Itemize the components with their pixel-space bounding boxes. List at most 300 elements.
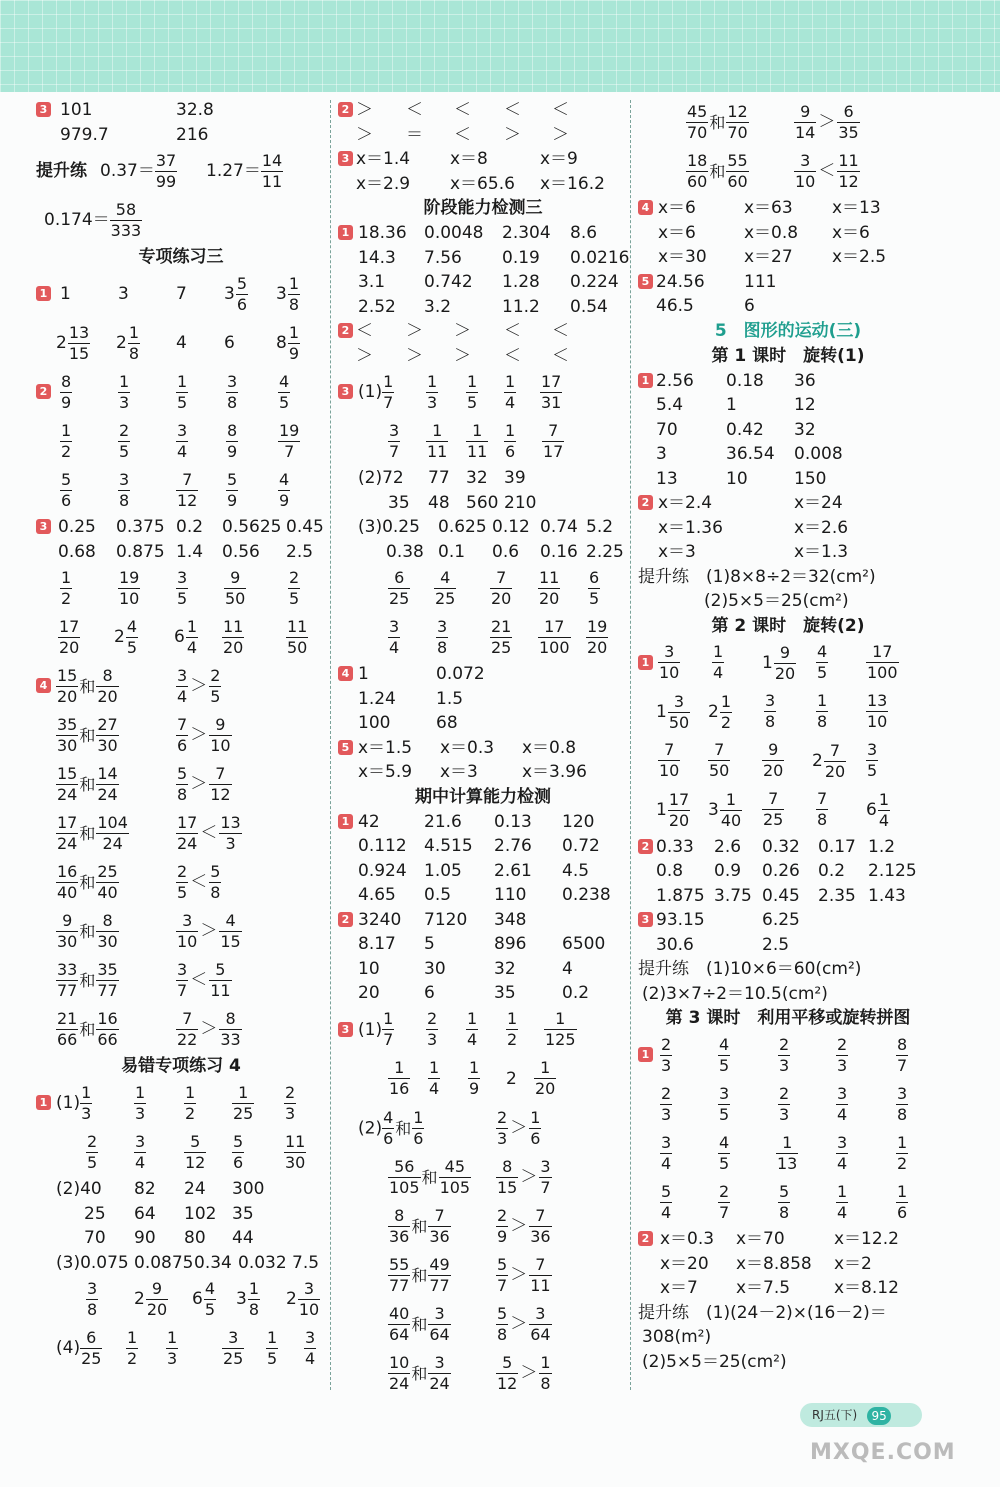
comparison: $\frac{17}{24}$ ＜ $\frac{13}{3}$	[177, 813, 241, 853]
item-badge: 2	[338, 102, 353, 117]
section-title: 专项练习三	[138, 247, 224, 267]
answer: 0.9	[714, 861, 742, 881]
answer: 13	[656, 468, 678, 489]
fraction: $\frac{1}{5}$	[467, 371, 478, 412]
lesson-title: 第 3 课时 利用平移或旋转拼图	[665, 1008, 911, 1028]
answer: 2.6	[714, 836, 742, 857]
answer: 6	[224, 333, 235, 353]
answer: 7.56	[424, 247, 462, 268]
answer-row	[338, 883, 628, 908]
answer: 5	[424, 934, 435, 954]
answer: 35	[388, 492, 410, 513]
answer: 0.68	[58, 541, 96, 562]
answer: 3	[118, 284, 129, 304]
mixed-number: 6 $\frac{4}{5}$	[192, 1279, 216, 1319]
comparison: $\frac{5}{7}$ ＞ $\frac{7}{11}$	[497, 1254, 551, 1295]
item-badge: 1	[338, 814, 353, 829]
fraction: $\frac{1}{20}$	[535, 1058, 556, 1098]
answer: 7	[176, 284, 187, 304]
fraction: $\frac{1}{3}$	[135, 1082, 146, 1123]
repeating-decimal: 1.27＝ $\frac{14}{11}$	[206, 150, 283, 191]
fraction: $\frac{17}{100}$	[867, 642, 898, 682]
item-badge: 1	[36, 1095, 51, 1110]
column-2	[338, 98, 628, 1398]
comparison: $\frac{5}{12}$ ＞ $\frac{1}{8}$	[497, 1352, 551, 1393]
answer-row	[36, 1177, 326, 1202]
comparison: $\frac{5}{8}$ ＞ $\frac{7}{12}$	[177, 764, 231, 804]
fraction: $\frac{4}{5}$	[279, 371, 290, 412]
answer: 0.2	[562, 983, 590, 1003]
fraction: $\frac{3}{10}$	[659, 642, 680, 682]
answer: 5.2	[586, 517, 614, 537]
answer-row	[638, 884, 938, 909]
fraction-pair: (2) $\frac{4}{6}$ 和 $\frac{1}{6}$	[358, 1107, 424, 1148]
item-badge: 5	[338, 740, 353, 755]
fraction: $\frac{2}{5}$	[87, 1131, 98, 1172]
answer: ＞	[406, 321, 423, 341]
answer: (2)72	[358, 468, 404, 488]
answer: 0.924	[358, 860, 407, 881]
answer: 100	[358, 713, 391, 733]
item-badge: 3	[36, 519, 51, 534]
answer-row	[638, 442, 938, 467]
answer: 0.25	[58, 517, 96, 537]
fraction: $\frac{1}{4}$	[505, 371, 516, 412]
fraction: $\frac{1}{5}$	[267, 1327, 278, 1368]
answer: x＝12.2	[834, 1229, 899, 1249]
answer: 8.17	[358, 934, 396, 954]
answer: 42	[358, 811, 380, 832]
fraction: $\frac{17}{31}$	[541, 371, 562, 412]
answer: 0.45	[762, 885, 800, 906]
answer-row	[338, 687, 628, 712]
answer: ＜	[454, 100, 471, 120]
answer: 2	[506, 1068, 517, 1089]
fraction-pair: $\frac{15}{20}$ 和 $\frac{8}{20}$	[57, 666, 118, 706]
fraction: $\frac{2}{5}$	[119, 420, 130, 461]
fraction: $\frac{1}{4}$	[429, 1058, 440, 1098]
mixed-number: 3 $\frac{1}{8}$	[236, 1279, 260, 1319]
answer-row	[338, 147, 628, 172]
answer: 25	[84, 1203, 106, 1224]
answer: 6	[744, 296, 755, 316]
answer: x＝16.2	[540, 173, 605, 194]
fraction: $\frac{11}{20}$	[223, 616, 244, 657]
answer-row	[338, 540, 628, 565]
fraction: $\frac{13}{10}$	[867, 691, 888, 731]
answer-row	[338, 319, 628, 344]
answer: (3)0.25	[358, 517, 420, 537]
answer: 1.43	[868, 885, 906, 906]
comparison: $\frac{3}{4}$ ＞ $\frac{2}{5}$	[177, 666, 221, 706]
answer: x＝63	[744, 198, 793, 218]
answer-row	[338, 1202, 628, 1251]
answer: 0.26	[762, 861, 800, 881]
answer-row	[638, 639, 938, 688]
answer-row	[638, 147, 938, 196]
answer-row	[338, 1153, 628, 1202]
lesson-title: 第 1 课时 旋转(1)	[711, 345, 865, 366]
answer: 36.54	[726, 444, 775, 464]
answer: x＝0.3	[660, 1229, 715, 1249]
item-badge: 2	[338, 912, 353, 927]
answer: x＝0.8	[744, 222, 799, 243]
answer-row	[638, 294, 938, 319]
answer-row	[338, 1300, 628, 1349]
fraction-pair: $\frac{40}{64}$ 和 $\frac{3}{64}$	[389, 1303, 450, 1344]
answer: 0.13	[494, 811, 532, 832]
answer-row	[338, 760, 628, 785]
watermark: MXQE.COM	[810, 1440, 956, 1465]
answer: 1.28	[502, 272, 540, 292]
fraction: $\frac{5}{4}$	[661, 1181, 672, 1222]
answer: (3)0.075	[56, 1252, 129, 1273]
fraction: $\frac{1}{2}$	[61, 420, 72, 461]
answer: 560	[466, 492, 499, 513]
answer: 0.16	[540, 541, 578, 562]
answer: 64	[134, 1203, 156, 1224]
section-title: 期中计算能力检测	[415, 786, 551, 807]
fraction: $\frac{17}{100}$	[539, 616, 570, 657]
answer: 308(m²)	[642, 1327, 712, 1347]
fraction-pair: $\frac{10}{24}$ 和 $\frac{3}{24}$	[389, 1352, 450, 1393]
unit-title: 5 图形的运动(三)	[714, 320, 862, 341]
answer-row	[36, 1324, 326, 1373]
answer-row	[338, 246, 628, 271]
answer-row	[36, 564, 326, 613]
answer: 210	[504, 492, 537, 513]
answer: 44	[232, 1228, 254, 1248]
answer: x＝3	[440, 762, 478, 782]
answer: x＝1.36	[658, 517, 723, 538]
fraction: $\frac{7}{25}$	[763, 789, 784, 829]
answer: 4.515	[424, 836, 473, 856]
item-badge: 2	[638, 839, 653, 854]
comparison: $\frac{7}{6}$ ＞ $\frac{9}{10}$	[177, 715, 231, 755]
fraction: $\frac{1}{3}$	[119, 371, 130, 412]
answer-row	[638, 418, 938, 443]
lesson-title: 第 2 课时 旋转(2)	[711, 615, 865, 636]
fraction: (1) $\frac{1}{7}$	[358, 371, 394, 412]
answer-row	[36, 515, 326, 540]
answer-row	[36, 1005, 326, 1054]
fraction: $\frac{7}{17}$	[543, 420, 564, 461]
answer: (2)5×5＝25(cm²)	[704, 591, 849, 611]
answer: ＜	[504, 345, 521, 366]
item-badge: 2	[338, 323, 353, 338]
answer-row	[36, 858, 326, 907]
fraction: $\frac{1}{6}$	[505, 420, 516, 461]
answer: 4	[176, 333, 187, 353]
answer: 20	[358, 983, 380, 1003]
answer: 46.5	[656, 296, 694, 316]
header-band	[0, 0, 1000, 92]
answer: 70	[84, 1228, 106, 1248]
fraction: $\frac{3}{7}$	[389, 420, 400, 461]
column-divider	[630, 100, 631, 1390]
answer-row	[36, 613, 326, 662]
answer-row	[638, 369, 938, 394]
answer: 32.8	[176, 100, 214, 120]
fraction: $\frac{7}{20}$	[491, 567, 512, 608]
answer-row	[638, 1031, 938, 1080]
fraction: $\frac{7}{12}$	[177, 469, 198, 510]
fraction: $\frac{1}{3}$	[167, 1327, 178, 1368]
answer: 2.304	[502, 223, 551, 243]
fraction: $\frac{19}{20}$	[587, 616, 608, 657]
answer-row	[638, 270, 938, 295]
answer-row	[338, 957, 628, 982]
answer: 0.2	[176, 517, 204, 537]
fraction: $\frac{5}{6}$	[233, 1131, 244, 1172]
fraction: $\frac{2}{7}$	[719, 1181, 730, 1222]
fraction: $\frac{17}{20}$	[59, 616, 80, 657]
answer: 6500	[562, 934, 606, 954]
mixed-number: 1 $\frac{17}{20}$	[656, 789, 690, 830]
answer-row	[638, 540, 938, 565]
answer-row	[36, 1202, 326, 1227]
repeating-decimal: 0.37＝ $\frac{37}{99}$	[100, 150, 177, 191]
item-badge: 2	[36, 384, 51, 399]
answer-row	[36, 540, 326, 565]
answer: x＝6	[658, 222, 696, 243]
answer: 10	[358, 958, 380, 979]
answer: 3.75	[714, 885, 752, 906]
answer: x＝65.6	[450, 173, 515, 194]
answer: 1	[358, 664, 369, 684]
answer: 979.7	[60, 124, 109, 145]
mixed-number: 2 $\frac{13}{15}$	[56, 323, 90, 363]
fraction: $\frac{3}{4}$	[305, 1327, 316, 1368]
answer-row	[338, 368, 628, 417]
fraction: $\frac{4}{5}$	[817, 642, 828, 682]
mixed-number: 2 $\frac{1}{2}$	[708, 691, 732, 732]
fraction: $\frac{1}{2}$	[61, 567, 72, 608]
answer: 1.4	[176, 541, 204, 562]
fraction: $\frac{7}{50}$	[709, 740, 730, 780]
fraction-pair: $\frac{8}{36}$ 和 $\frac{7}{36}$	[389, 1205, 450, 1246]
answer-row	[338, 564, 628, 613]
item-badge: 3	[338, 151, 353, 166]
answer: 0.0216	[570, 247, 630, 268]
fraction: $\frac{2}{3}$	[285, 1082, 296, 1123]
fraction: $\frac{3}{4}$	[837, 1132, 848, 1173]
answer-row	[338, 859, 628, 884]
answer: 提升练 (1)10×6＝60(cm²)	[638, 959, 862, 979]
answer: 21.6	[424, 811, 462, 832]
fraction: $\frac{2}{3}$	[661, 1034, 672, 1075]
mixed-number: 1 $\frac{3}{50}$	[656, 691, 690, 732]
answer: 0.112	[358, 836, 407, 856]
fraction: $\frac{1}{4}$	[837, 1181, 848, 1222]
fraction: $\frac{19}{10}$	[119, 567, 140, 608]
answer: x＝20	[660, 1253, 709, 1274]
fraction: $\frac{3}{8}$	[227, 371, 238, 412]
fraction: $\frac{6}{25}$	[389, 567, 410, 608]
answer-row	[338, 221, 628, 246]
answer: 0.72	[562, 836, 600, 856]
answer-row	[36, 1128, 326, 1177]
answer: ＝	[406, 124, 423, 145]
answer: 0.32	[762, 836, 800, 857]
fraction-pair: $\frac{21}{66}$ 和 $\frac{16}{66}$	[57, 1009, 118, 1049]
fraction: $\frac{7}{8}$	[817, 789, 828, 829]
fraction: $\frac{1}{11}$	[427, 420, 448, 461]
fraction: $\frac{4}{9}$	[279, 469, 290, 510]
answer: 3	[656, 444, 667, 464]
answer: 3240	[358, 909, 402, 930]
mixed-number: 3 $\frac{1}{8}$	[276, 274, 300, 314]
answer: 0.56	[222, 541, 260, 562]
answer: ＜	[552, 321, 569, 341]
answer-row	[638, 786, 938, 835]
answer: 0.17	[818, 836, 856, 857]
answer-row	[36, 662, 326, 711]
answer: x＝1.5	[358, 737, 413, 758]
answer: x＝7.5	[736, 1278, 791, 1298]
answer: x＝6	[832, 222, 870, 243]
answer: 2.52	[358, 296, 396, 317]
answer: 3.1	[358, 272, 386, 292]
answer: 8.6	[570, 223, 598, 243]
fraction: $\frac{2}{3}$	[427, 1009, 438, 1049]
answer-row	[338, 908, 628, 933]
fraction-pair: $\frac{55}{77}$ 和 $\frac{49}{77}$	[389, 1254, 450, 1295]
mixed-number: 6 $\frac{1}{4}$	[174, 617, 198, 657]
mixed-number: 6 $\frac{1}{4}$	[866, 789, 890, 830]
answer-row	[36, 147, 326, 196]
answer-row	[338, 613, 628, 662]
answer: 101	[60, 100, 93, 120]
answer: 0.18	[726, 370, 764, 391]
answer: ＜	[454, 124, 471, 145]
fraction: $\frac{4}{5}$	[719, 1034, 730, 1075]
mixed-number: 2 $\frac{1}{8}$	[116, 323, 140, 363]
fraction: $\frac{5}{9}$	[227, 469, 238, 510]
answer-row	[338, 1104, 628, 1153]
answer: x＝7	[660, 1278, 698, 1298]
answer: 提升练 (1)(24－2)×(16－2)＝	[638, 1302, 887, 1323]
answer: 4.65	[358, 885, 396, 905]
answer-row	[638, 1227, 938, 1252]
answer: 1.2	[868, 836, 896, 857]
item-badge: 4	[338, 666, 353, 681]
answer-row	[638, 933, 938, 958]
answer: 0.33	[656, 836, 694, 857]
answer: 0.5625	[222, 517, 282, 537]
comparison: $\frac{9}{14}$ ＞ $\frac{6}{35}$	[795, 102, 859, 142]
answer-row	[36, 270, 326, 319]
answer: x＝3	[658, 542, 696, 562]
answer-row	[638, 737, 938, 786]
answer: 7120	[424, 909, 468, 930]
comparison: $\frac{2}{9}$ ＞ $\frac{7}{36}$	[497, 1205, 551, 1246]
answer: ＜	[552, 100, 569, 120]
fraction: $\frac{2}{3}$	[661, 1083, 672, 1124]
fraction: $\frac{11}{20}$	[539, 567, 560, 608]
answer: 0.34	[194, 1252, 232, 1273]
answer-row	[638, 957, 938, 982]
comparison: $\frac{2}{5}$ ＜ $\frac{5}{8}$	[177, 862, 221, 902]
answer-row	[638, 908, 938, 933]
answer: (2)5×5＝25(cm²)	[642, 1351, 787, 1372]
answer: 35	[494, 983, 516, 1003]
fraction: $\frac{6}{5}$	[589, 567, 600, 608]
fraction: $\frac{1}{4}$	[467, 1009, 478, 1049]
answer: 12	[794, 395, 816, 415]
answer-row	[36, 319, 326, 368]
fraction: $\frac{1}{6}$	[897, 1181, 908, 1222]
answer: 提升练 (1)8×8÷2＝32(cm²)	[638, 566, 876, 587]
item-badge: 4	[36, 678, 51, 693]
answer-row	[638, 982, 938, 1007]
answer: 120	[562, 811, 595, 832]
fraction: $\frac{9}{50}$	[225, 567, 246, 608]
fraction: $\frac{1}{3}$	[427, 371, 438, 412]
answer-row	[36, 368, 326, 417]
item-badge: 1	[638, 1047, 653, 1062]
answer: 1	[60, 284, 71, 304]
answer-row	[638, 1252, 938, 1277]
fraction: $\frac{3}{5}$	[867, 740, 878, 780]
fraction: $\frac{8}{7}$	[897, 1034, 908, 1075]
answer: 24.56	[656, 271, 705, 292]
fraction: $\frac{11}{30}$	[285, 1131, 306, 1172]
answer-row	[638, 516, 938, 541]
answer-row	[36, 466, 326, 515]
answer: ＞	[552, 124, 569, 145]
answer-row	[638, 98, 938, 147]
answer-row	[638, 859, 938, 884]
fraction: $\frac{3}{25}$	[223, 1327, 244, 1368]
answer-row	[36, 123, 326, 148]
fraction-pair: $\frac{9}{30}$ 和 $\frac{8}{30}$	[57, 911, 118, 951]
answer: 10	[726, 468, 748, 489]
fraction-pair: $\frac{33}{77}$ 和 $\frac{35}{77}$	[57, 960, 118, 1000]
fraction-pair: $\frac{45}{70}$ 和 $\frac{12}{70}$	[687, 102, 748, 142]
fraction: $\frac{3}{4}$	[837, 1083, 848, 1124]
answer-row	[338, 466, 628, 491]
answer-row	[338, 932, 628, 957]
fraction: $\frac{8}{9}$	[227, 420, 238, 461]
answer-row	[338, 344, 628, 369]
answer-row	[36, 760, 326, 809]
answer: ＜	[504, 100, 521, 120]
answer: x＝8.12	[834, 1278, 899, 1298]
mixed-number: 2 $\frac{3}{10}$	[286, 1279, 320, 1319]
answer-row	[338, 981, 628, 1006]
fraction: $\frac{3}{4}$	[661, 1132, 672, 1173]
fraction: $\frac{2}{3}$	[837, 1034, 848, 1075]
fraction: $\frac{1}{8}$	[817, 691, 828, 731]
answer-row	[338, 515, 628, 540]
answer: 1.5	[436, 688, 464, 709]
fraction: $\frac{1}{2}$	[507, 1009, 518, 1049]
answer: 6	[424, 983, 435, 1003]
mixed-number: 1 $\frac{9}{20}$	[762, 642, 796, 683]
answer-row	[338, 1349, 628, 1398]
answer: x＝8.858	[736, 1253, 812, 1274]
answer: 2.25	[586, 541, 624, 562]
fraction: $\frac{3}{8}$	[437, 616, 448, 657]
answer: ＞	[406, 345, 423, 366]
mixed-number: 2 $\frac{7}{20}$	[812, 740, 846, 781]
item-badge: 3	[638, 912, 653, 927]
answer: x＝2.4	[658, 493, 713, 513]
answer: 3.2	[424, 296, 452, 317]
answer: 4	[562, 958, 573, 979]
fraction: (1) $\frac{1}{7}$	[358, 1009, 394, 1049]
